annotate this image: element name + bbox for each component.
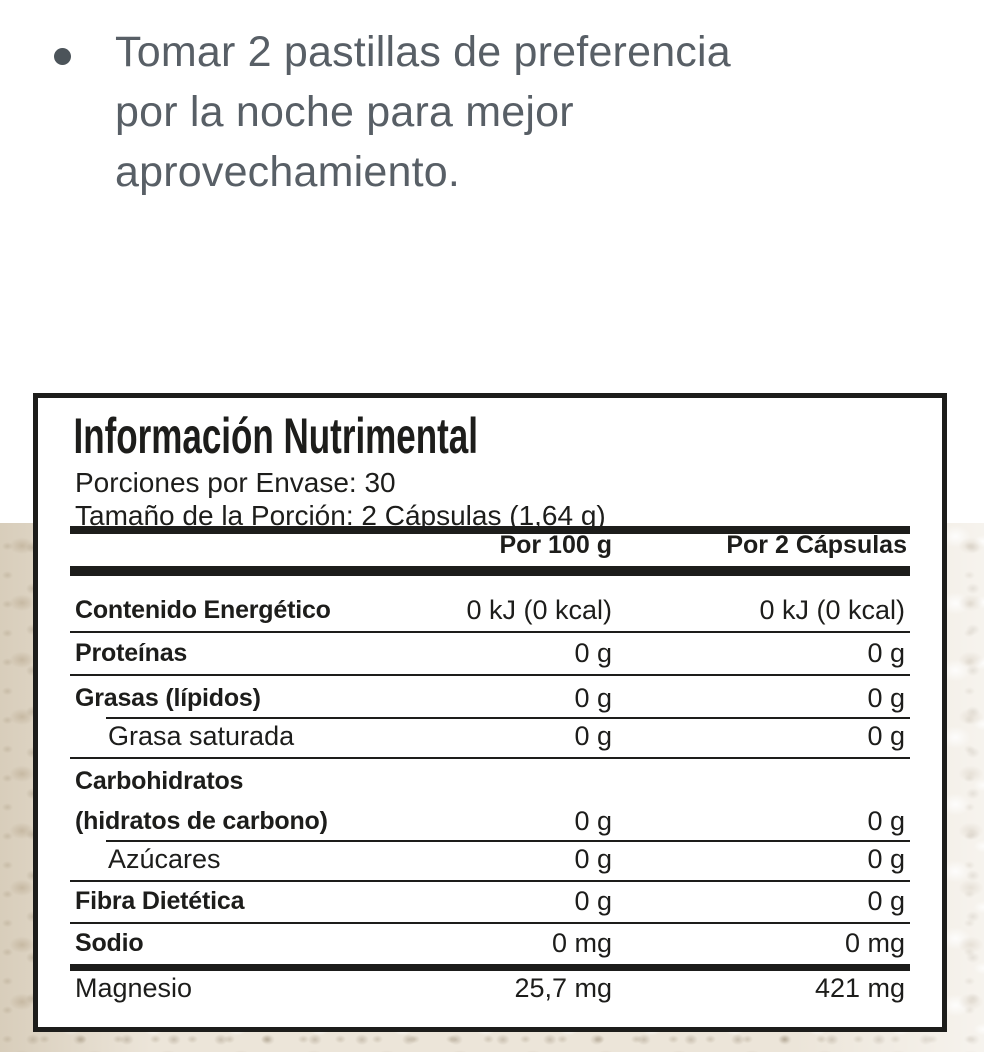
- row-value-per-2caps: 0 kJ (0 kcal): [759, 595, 905, 625]
- table-row: [70, 676, 910, 719]
- row-label: [70, 766, 452, 836]
- table-row: [70, 719, 910, 759]
- row-label-line1: Carbohidratos: [75, 767, 244, 795]
- instruction-line: Tomar 2 pastillas de preferencia: [115, 28, 731, 76]
- row-label: Sodio: [75, 929, 144, 957]
- row-sublabel: Grasa saturada: [108, 721, 295, 751]
- row-label: Grasas (lípidos): [75, 684, 261, 712]
- column-header-per-100g: Por 100 g: [499, 531, 612, 559]
- row-value-per-2caps: 0 g: [867, 844, 905, 874]
- table-row: [70, 576, 910, 633]
- instruction-line: aprovechamiento.: [115, 148, 461, 196]
- row-label: Fibra Dietética: [75, 887, 245, 915]
- row-value-per-2caps: 0 g: [867, 683, 905, 713]
- nutrition-header: [70, 398, 910, 534]
- table-row: [70, 924, 910, 971]
- servings-per-container: Porciones por Envase: 30: [75, 467, 396, 498]
- row-value-per-2caps: 421 mg: [814, 973, 905, 1003]
- table-row: [70, 759, 910, 842]
- row-value-per-100g: 0 g: [574, 721, 612, 751]
- nutrition-title: Información Nutrimental: [73, 408, 478, 464]
- row-value-per-100g: 0 g: [574, 683, 612, 713]
- row-value-per-100g: 0 g: [574, 844, 612, 874]
- row-value-per-2caps: 0 g: [867, 806, 905, 836]
- row-value-per-100g: 0 kJ (0 kcal): [466, 595, 612, 625]
- table-row: [70, 842, 910, 882]
- column-header-row: [70, 531, 910, 576]
- row-value-per-2caps: 0 g: [867, 638, 905, 668]
- table-row: [70, 971, 910, 1009]
- row-sublabel: Azúcares: [108, 844, 221, 874]
- table-row: [70, 882, 910, 924]
- row-value-per-2caps: 0 g: [867, 886, 905, 916]
- row-label: Proteínas: [75, 639, 188, 667]
- row-value-per-2caps: 0 mg: [844, 928, 905, 958]
- row-label-line2: (hidratos de carbono): [75, 807, 328, 835]
- table-row: [70, 633, 910, 676]
- nutrition-facts-panel: [33, 393, 947, 1032]
- row-value-per-100g: 0 mg: [551, 928, 612, 958]
- bullet-icon: [54, 48, 71, 65]
- row-value-per-100g: 25,7 mg: [514, 973, 612, 1003]
- instruction-line: por la noche para mejor: [115, 88, 574, 136]
- column-header-per-2caps: Por 2 Cápsulas: [726, 531, 907, 559]
- row-sublabel: Magnesio: [75, 973, 193, 1003]
- row-value-per-2caps: 0 g: [867, 721, 905, 751]
- usage-instruction: [115, 22, 855, 202]
- row-value-per-100g: 0 g: [574, 806, 612, 836]
- serving-size: Tamaño de la Porción: 2 Cápsulas (1,64 g): [75, 500, 606, 531]
- row-label: Contenido Energético: [75, 596, 331, 624]
- row-value-per-100g: 0 g: [574, 886, 612, 916]
- row-value-per-100g: 0 g: [574, 638, 612, 668]
